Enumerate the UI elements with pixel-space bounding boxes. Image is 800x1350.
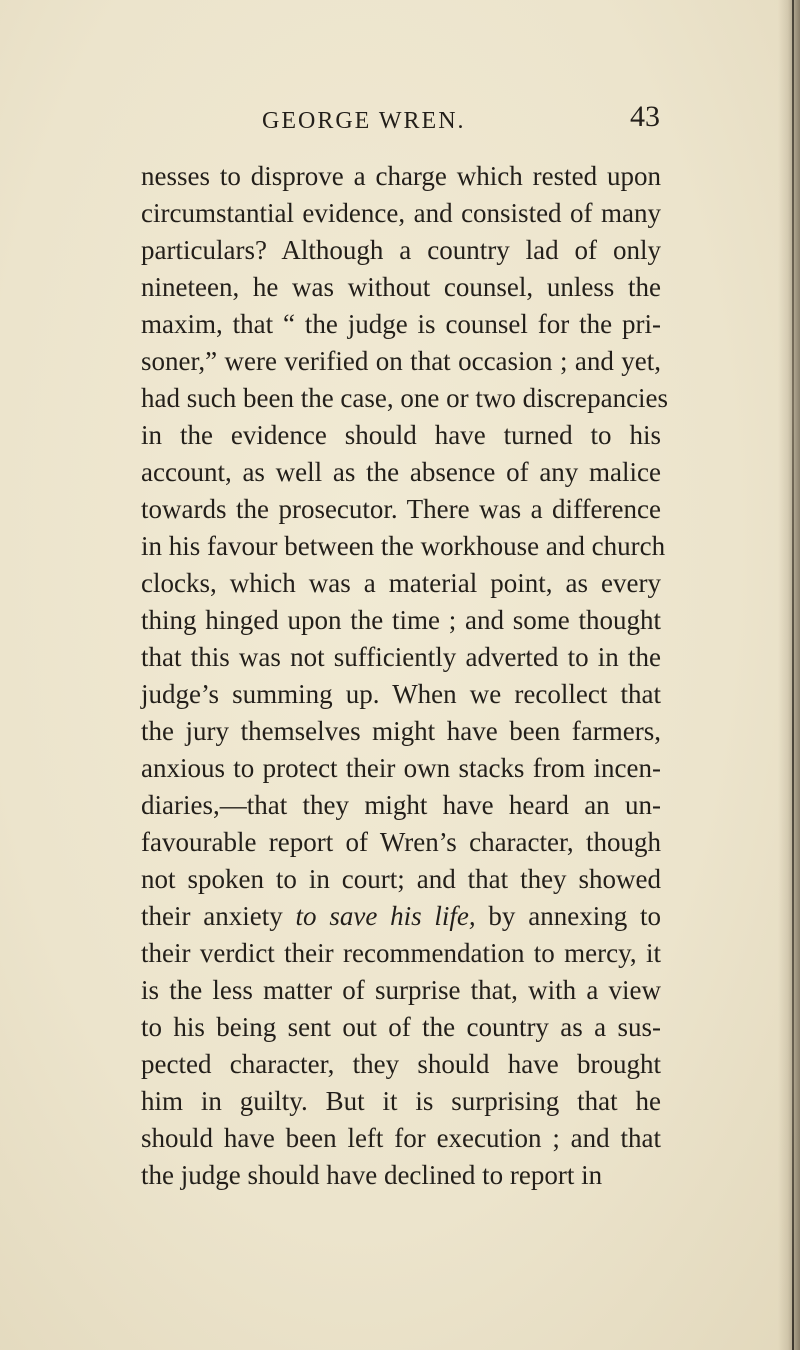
text-line: pected character, they should have brought [141,1049,661,1079]
text-segment: by annexing to [475,901,661,931]
italic-phrase: to save his life, [295,901,476,931]
text-line: account, as well as the absence of any malice [141,457,661,487]
text-line: towards the prosecutor. There was a difference [141,494,661,524]
running-title: GEORGE WREN. [262,108,466,134]
running-head [150,100,660,144]
text-line: him in guilty. But it is surprising that he [141,1086,661,1116]
page-edge-line [792,0,794,1350]
text-line: the judge should have declined to report in [141,1160,603,1190]
text-line: nineteen, he was without counsel, unless the [141,272,661,302]
text-line: to his being sent out of the country as a sus- [141,1012,661,1042]
text-line: circumstantial evidence, and consisted of many [141,198,661,228]
text-line: nesses to disprove a charge which rested upon [141,161,661,191]
text-segment: their anxiety [141,901,296,931]
text-line: not spoken to in court; and that they showed [141,864,661,894]
body-text [141,158,669,1194]
text-line: diaries,—that they might have heard an un- [141,790,661,820]
text-line: particulars? Although a country lad of only [141,235,661,265]
text-line: soner,” were verified on that occasion ; and yet, [141,346,661,376]
text-line: the jury themselves might have been farmers, [141,716,661,746]
text-line: thing hinged upon the time ; and some thought [141,605,661,635]
text-line: anxious to protect their own stacks from incen- [141,753,661,783]
page-edge-shadow [778,0,800,1350]
text-line: in his favour between the workhouse and church [141,531,666,561]
text-line: that this was not sufficiently adverted to in the [141,642,661,672]
text-line: in the evidence should have turned to his [141,420,661,450]
text-line: should have been left for execution ; and that [141,1123,661,1153]
text-line: maxim, that “ the judge is counsel for the pri- [141,309,661,339]
text-line: had such been the case, one or two discrepancies [141,383,669,413]
page-number: 43 [630,100,660,133]
text-line: clocks, which was a material point, as every [141,568,661,598]
text-line: judge’s summing up. When we recollect that [141,679,661,709]
text-line [141,898,661,935]
text-line: is the less matter of surprise that, with a view [141,975,661,1005]
text-line: their verdict their recommendation to mercy, it [141,938,661,968]
text-line: favourable report of Wren’s character, though [141,827,661,857]
